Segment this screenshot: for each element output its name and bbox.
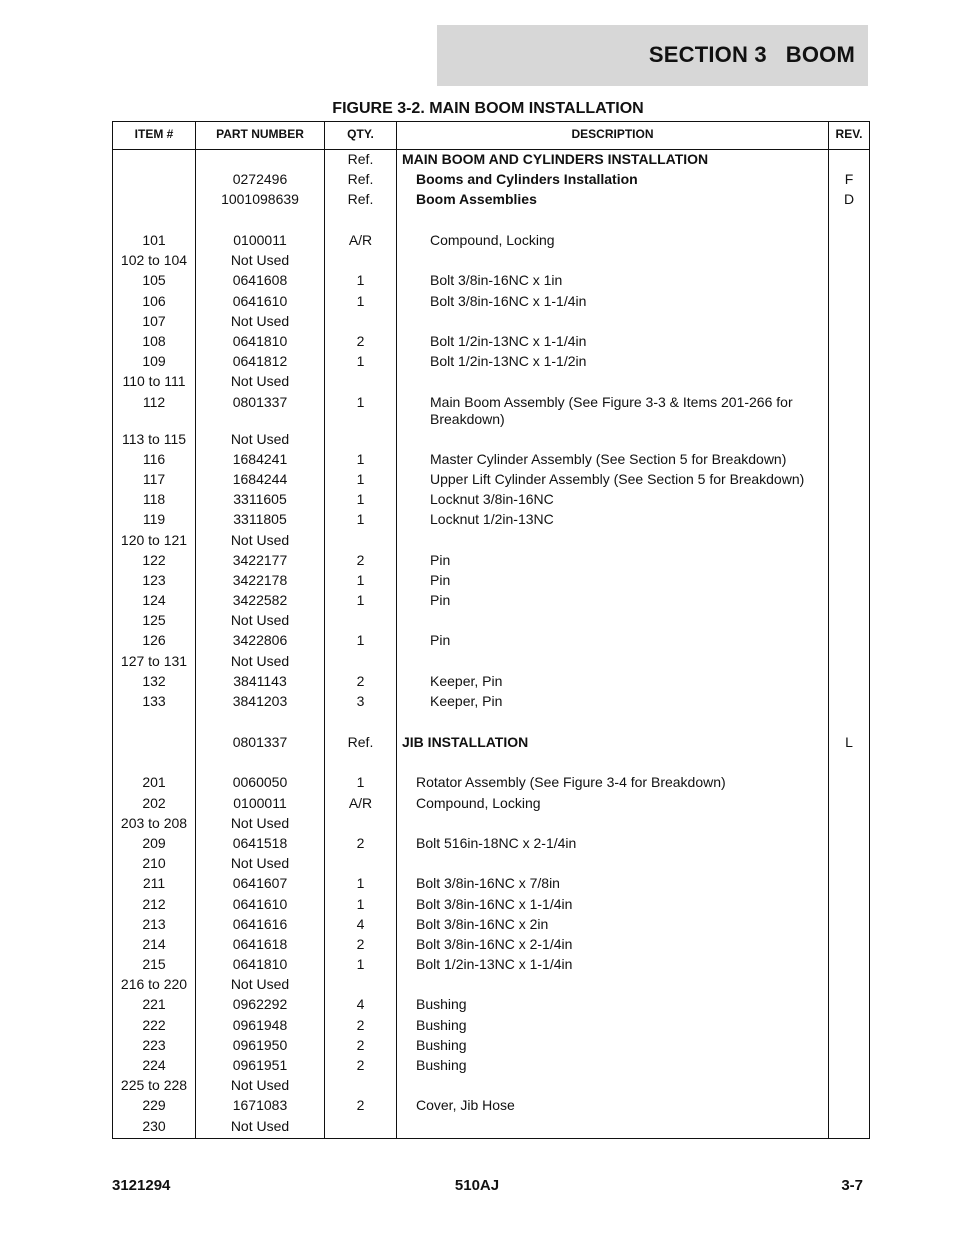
blank-row [113, 211, 869, 232]
item-number-cell: 109 [142, 353, 166, 370]
item-number-cell: 230 [142, 1117, 166, 1134]
quantity-cell: 1 [356, 632, 365, 649]
part-number-cell: 3422177 [232, 551, 288, 568]
item-number-cell: 118 [142, 491, 166, 508]
part-number-cell: 1684244 [232, 470, 288, 487]
revision-cell: D [843, 191, 855, 208]
part-number-cell: 0060050 [232, 774, 288, 791]
part-number-cell: 0641608 [232, 272, 288, 289]
description-cell: Pin [430, 551, 451, 568]
description-cell: Rotator Assembly (See Figure 3-4 for Breakdown) [416, 774, 726, 791]
part-number-cell: Not Used [230, 612, 290, 629]
table-row [113, 1117, 869, 1137]
item-number-cell: 117 [142, 470, 166, 487]
description-cell: Bolt 3/8in-16NC x 7/8in [416, 875, 560, 892]
item-number-cell: 132 [142, 672, 166, 689]
item-number-cell: 213 [142, 915, 166, 932]
part-number-cell: Not Used [230, 814, 290, 831]
part-number-cell: 0641618 [232, 935, 288, 952]
table-row [113, 150, 869, 170]
description-cell: Keeper, Pin [430, 672, 503, 689]
table-row [113, 834, 869, 854]
quantity-cell: 1 [356, 491, 365, 508]
item-number-cell: 216 to 220 [120, 976, 188, 993]
table-row [113, 995, 869, 1015]
part-number-cell: 1684241 [232, 450, 288, 467]
item-number-cell: 212 [142, 895, 166, 912]
part-number-cell: Not Used [230, 312, 290, 329]
description-cell: Bolt 3/8in-16NC x 1-1/4in [430, 292, 587, 309]
part-number-cell: 0641812 [232, 353, 288, 370]
table-row [113, 393, 869, 430]
table-row [113, 571, 869, 591]
quantity-cell: 2 [356, 1016, 365, 1033]
description-cell: Bushing [416, 1016, 467, 1033]
item-number-cell: 210 [142, 855, 166, 872]
description-cell: Bolt 516in-18NC x 2-1/4in [416, 834, 577, 851]
table-row [113, 271, 869, 291]
part-number-cell: Not Used [230, 252, 290, 269]
figure-title: FIGURE 3-2. MAIN BOOM INSTALLATION [332, 100, 644, 117]
table-row [113, 975, 869, 995]
table-row [113, 292, 869, 312]
item-number-cell: 222 [142, 1016, 166, 1033]
part-number-cell: 0641607 [232, 875, 288, 892]
table-row [113, 672, 869, 692]
part-number-cell: 3422178 [232, 571, 288, 588]
quantity-cell: 1 [356, 956, 365, 973]
quantity-cell: Ref. [347, 733, 374, 750]
table-row [113, 591, 869, 611]
item-number-cell: 106 [142, 292, 166, 309]
quantity-cell: 1 [356, 272, 365, 289]
blank-row [113, 753, 869, 774]
quantity-cell: 1 [356, 895, 365, 912]
quantity-cell: 2 [356, 834, 365, 851]
item-number-cell: 209 [142, 834, 166, 851]
item-number-cell: 108 [142, 333, 166, 349]
quantity-cell: 1 [356, 875, 365, 892]
description-cell: Master Cylinder Assembly (See Section 5 for Breakdown) [430, 450, 787, 467]
part-number-cell: Not Used [230, 976, 290, 993]
quantity-cell: 1 [356, 592, 365, 609]
table-row [113, 1096, 869, 1116]
parts-table [112, 121, 870, 1139]
quantity-cell: 2 [356, 1057, 365, 1073]
item-number-cell: 202 [142, 794, 166, 811]
item-number-cell: 125 [142, 612, 166, 629]
table-row [113, 874, 869, 894]
column-header-item: ITEM # [134, 127, 174, 141]
quantity-cell: 1 [356, 393, 365, 410]
table-row [113, 611, 869, 631]
column-header-part-number: PART NUMBER [216, 127, 304, 141]
column-header-rev: REV. [835, 127, 863, 141]
part-number-cell: Not Used [230, 855, 290, 872]
item-number-cell: 225 to 228 [120, 1077, 188, 1094]
description-cell: Cover, Jib Hose [416, 1097, 515, 1114]
part-number-cell: 3841143 [233, 672, 287, 689]
description-cell: Bushing [416, 996, 467, 1013]
table-row [113, 733, 869, 753]
table-row [113, 332, 869, 352]
section-banner [437, 25, 868, 86]
table-row [113, 935, 869, 955]
quantity-cell: 3 [356, 693, 365, 709]
footer-document-number: 3121294 [112, 1177, 171, 1194]
part-number-cell: 0961951 [232, 1057, 288, 1073]
table-row [113, 1016, 869, 1036]
part-number-cell: 3311605 [233, 491, 287, 508]
description-cell: Bolt 3/8in-16NC x 1-1/4in [416, 895, 573, 912]
table-row [113, 652, 869, 672]
part-number-cell: 1001098639 [221, 191, 299, 208]
table-row [113, 352, 869, 372]
part-number-cell: 1671083 [232, 1097, 288, 1114]
item-number-cell: 102 to 104 [120, 252, 188, 269]
item-number-cell: 123 [142, 571, 166, 588]
table-row [113, 814, 869, 834]
part-number-cell: 0641518 [232, 834, 288, 851]
table-row [113, 1056, 869, 1076]
description-cell: Bolt 1/2in-13NC x 1-1/4in [430, 333, 587, 349]
part-number-cell: 0641610 [232, 292, 288, 309]
item-number-cell: 126 [142, 632, 166, 649]
part-number-cell: 3311805 [233, 511, 287, 528]
item-number-cell: 101 [142, 232, 166, 249]
table-row [113, 430, 869, 450]
table-body [113, 150, 869, 1137]
item-number-cell: 229 [142, 1097, 166, 1114]
table-row [113, 170, 869, 190]
table-row [113, 631, 869, 651]
column-header-description: DESCRIPTION [571, 127, 654, 141]
table-row [113, 450, 869, 470]
part-number-cell: 3422806 [232, 632, 288, 649]
description-cell: Bushing [416, 1036, 467, 1053]
part-number-cell: 0641616 [232, 915, 288, 932]
quantity-cell: 1 [356, 450, 365, 467]
quantity-cell: Ref. [347, 171, 374, 188]
description-cell: Bolt 1/2in-13NC x 1-1/4in [416, 956, 573, 973]
quantity-cell: 4 [356, 996, 365, 1013]
table-row [113, 490, 869, 510]
description-cell: Booms and Cylinders Installation [416, 171, 638, 188]
quantity-cell: 1 [356, 353, 365, 370]
quantity-cell: 1 [356, 571, 365, 588]
description-cell: Bolt 3/8in-16NC x 2-1/4in [416, 935, 573, 952]
quantity-cell: 2 [356, 333, 365, 349]
part-number-cell: Not Used [230, 531, 290, 548]
item-number-cell: 112 [142, 393, 166, 410]
table-row [113, 251, 869, 271]
table-row [113, 1076, 869, 1096]
table-row [113, 372, 869, 392]
description-cell: Boom Assemblies [416, 191, 537, 208]
item-number-cell: 221 [142, 996, 166, 1013]
part-number-cell: Not Used [230, 1077, 290, 1094]
description-cell: Pin [430, 632, 451, 649]
item-number-cell: 120 to 121 [120, 531, 188, 548]
part-number-cell: 3841203 [232, 693, 288, 709]
part-number-cell: 0961950 [232, 1036, 288, 1053]
part-number-cell: 0641610 [232, 895, 288, 912]
quantity-cell: Ref. [347, 151, 374, 167]
quantity-cell: 2 [356, 1036, 365, 1053]
part-number-cell: 0272496 [232, 171, 288, 188]
part-number-cell: 0641810 [232, 956, 288, 973]
part-number-cell: Not Used [230, 430, 290, 447]
part-number-cell: 0801337 [232, 393, 288, 410]
description-cell: Bolt 3/8in-16NC x 1in [430, 272, 563, 289]
item-number-cell: 105 [142, 272, 166, 289]
quantity-cell: A/R [348, 232, 373, 249]
description-cell: Pin [430, 571, 451, 588]
table-row [113, 470, 869, 490]
revision-cell: L [845, 733, 853, 750]
part-number-cell: 0801337 [232, 733, 288, 750]
table-row [113, 531, 869, 551]
quantity-cell: Ref. [347, 191, 374, 208]
description-cell: Bolt 3/8in-16NC x 2in [416, 915, 549, 932]
quantity-cell: 2 [356, 551, 365, 568]
item-number-cell: 127 to 131 [120, 652, 188, 669]
description-cell: Upper Lift Cylinder Assembly (See Section 5 for Breakdown) [430, 470, 805, 487]
section-title: SECTION 3 BOOM [648, 42, 855, 67]
description-cell: Bolt 1/2in-13NC x 1-1/2in [430, 353, 587, 370]
part-number-cell: 3422582 [232, 592, 288, 609]
part-number-cell: 0962292 [232, 996, 288, 1013]
item-number-cell: 119 [142, 511, 166, 528]
table-row [113, 794, 869, 814]
item-number-cell: 124 [142, 592, 166, 609]
table-row [113, 551, 869, 571]
part-number-cell: 0100011 [233, 794, 287, 811]
part-number-cell: Not Used [230, 1117, 290, 1134]
table-row [113, 915, 869, 935]
item-number-cell: 224 [142, 1057, 166, 1073]
quantity-cell: 1 [356, 470, 365, 487]
item-number-cell: 133 [142, 693, 166, 709]
description-cell: Locknut 1/2in-13NC [430, 511, 554, 528]
description-cell: Keeper, Pin [430, 693, 503, 709]
item-number-cell: 107 [142, 312, 166, 329]
item-number-cell: 215 [142, 956, 166, 973]
part-number-cell: Not Used [230, 652, 290, 669]
table-row [113, 312, 869, 332]
table-row [113, 955, 869, 975]
description-cell: Bushing [416, 1057, 467, 1073]
item-number-cell: 211 [142, 875, 166, 892]
column-header-qty: QTY. [347, 127, 374, 141]
item-number-cell: 122 [142, 551, 166, 568]
revision-cell: F [844, 171, 854, 188]
part-number-cell: 0100011 [233, 232, 287, 249]
part-number-cell: 0641810 [232, 333, 288, 349]
item-number-cell: 203 to 208 [120, 814, 188, 831]
item-number-cell: 110 to 111 [122, 373, 186, 390]
table-row [113, 692, 869, 712]
table-row [113, 231, 869, 251]
description-cell: Compound, Locking [430, 232, 555, 249]
item-number-cell: 201 [142, 774, 166, 791]
description-cell: Pin [430, 592, 451, 609]
description-cell: JIB INSTALLATION [402, 733, 529, 750]
quantity-cell: 1 [356, 292, 365, 309]
quantity-cell: A/R [348, 794, 373, 811]
part-number-cell: Not Used [230, 373, 290, 390]
table-row [113, 1036, 869, 1056]
item-number-cell: 116 [142, 450, 166, 467]
description-cell: MAIN BOOM AND CYLINDERS INSTALLATION [402, 151, 709, 167]
item-number-cell: 214 [142, 935, 166, 952]
table-row [113, 895, 869, 915]
blank-row [113, 712, 869, 733]
part-number-cell: 0961948 [232, 1016, 288, 1033]
description-cell: Main Boom Assembly (See Figure 3-3 & Items 201-266 for Breakdown) [430, 393, 793, 427]
quantity-cell: 2 [356, 672, 365, 689]
quantity-cell: 4 [356, 915, 365, 932]
description-cell: Locknut 3/8in-16NC [430, 491, 554, 508]
quantity-cell: 1 [356, 511, 365, 528]
table-row [113, 854, 869, 874]
quantity-cell: 2 [356, 1097, 365, 1114]
item-number-cell: 113 to 115 [121, 430, 187, 447]
description-cell: Compound, Locking [416, 794, 541, 811]
quantity-cell: 2 [356, 935, 365, 952]
table-row [113, 773, 869, 793]
item-number-cell: 223 [142, 1036, 166, 1053]
table-row [113, 190, 869, 210]
table-row [113, 510, 869, 530]
footer-page-number: 3-7 [841, 1177, 863, 1194]
footer-model: 510AJ [454, 1177, 500, 1194]
quantity-cell: 1 [356, 774, 365, 791]
